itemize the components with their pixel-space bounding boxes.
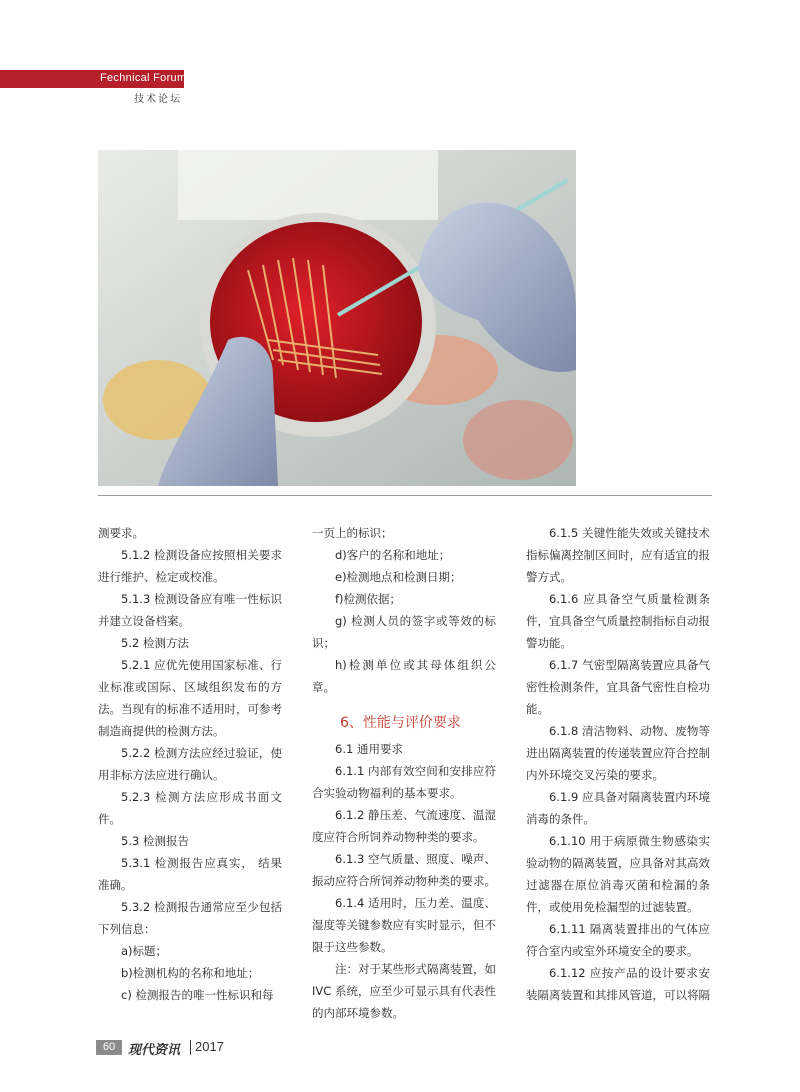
paragraph: f)检测依据； [335,592,402,606]
text-column-3 [526,522,710,1006]
paragraph: 6.1.6 应具备空气质量检测条件，宜具备空气质量控制指标自动报警功能。 [526,592,710,650]
paragraph: d)客户的名称和地址； [335,548,451,562]
paragraph: 5.2.1 应优先使用国家标准、行业标准或国际、区域组织发布的方法。当现有的标准不适用时，可参考制造商提供的检测方法。 [98,658,282,738]
magazine-name: 现代资讯 [128,1043,181,1058]
paragraph: 5.2 检测方法 [121,636,189,650]
paragraph: 一页上的标识； [312,526,393,540]
paragraph: e)检测地点和检测日期； [335,570,462,584]
section-divider [98,495,712,496]
paragraph: c) 检测报告的唯一性标识和每 [121,988,274,1002]
paragraph: 6.1.11 隔离装置排出的气体应符合室内或室外环境安全的要求。 [526,922,710,958]
paragraph: 6.1.9 应具备对隔离装置内环境消毒的条件。 [526,790,710,826]
section-heading: 6、性能与评价要求 [340,715,461,731]
paragraph: 5.2.3 检测方法应形成书面文件。 [98,790,282,826]
footer-separator [190,1040,191,1055]
header-chinese-title: 技术论坛 [134,94,182,105]
paragraph: a)标题； [121,944,168,958]
petri-dish-photo [98,150,576,486]
paragraph: 6.1.2 静压差、气流速度、温湿度应符合所饲养动物种类的要求。 [312,808,496,844]
paragraph: 6.1.5 关键性能失效或关键技术指标偏离控制区间时，应有适宜的报警方式。 [526,526,710,584]
paragraph: 5.1.2 检测设备应按照相关要求进行维护、检定或校准。 [98,548,282,584]
paragraph: 5.3.2 检测报告通常应至少包括下列信息： [98,900,282,936]
issue-year: 2017 [195,1039,224,1054]
paragraph: 6.1.1 内部有效空间和安排应符合实验动物福利的基本要求。 [312,764,496,800]
text-column-1 [98,522,282,1006]
paragraph: 6.1.7 气密型隔离装置应具备气密性检测条件，宜具备气密性自检功能。 [526,658,710,716]
paragraph: 测要求。 [98,526,144,540]
paragraph: 5.1.3 检测设备应有唯一性标识并建立设备档案。 [98,592,282,628]
paragraph: 6.1 通用要求 [335,742,403,756]
paragraph: 6.1.12 应按产品的设计要求安装隔离装置和其排风管道，可以将隔 [526,966,710,1002]
paragraph: g) 检测人员的签字或等效的标识； [312,614,496,650]
paragraph: 5.3 检测报告 [121,834,189,848]
paragraph: 6.1.3 空气质量、照度、噪声、振动应符合所饲养动物种类的要求。 [312,852,496,888]
paragraph: 6.1.4 适用时，压力差、温度、湿度等关键参数应有实时显示，但不限于这些参数。 [312,896,496,954]
page-number: 60 [96,1040,122,1055]
paragraph: 6.1.10 用于病原微生物感染实验动物的隔离装置，应具备对其高效过滤器在原位消毒灭菌和检漏的条件，或使用免检漏型的过滤装置。 [526,834,710,914]
petri-dish-lab-photo-icon [98,150,576,486]
paragraph: h)检测单位或其母体组织公章。 [312,658,496,694]
paragraph: 注：对于某些形式隔离装置，如IVC 系统，应至少可显示具有代表性的内部环境参数。 [312,962,496,1020]
text-column-2 [312,522,496,1024]
paragraph: 6.1.8 清洁物料、动物、废物等进出隔离装置的传递装置应符合控制内外环境交叉污染的要求。 [526,724,710,782]
paragraph: b)检测机构的名称和地址； [121,966,260,980]
header-english-title: Fechnical Forum [100,72,187,84]
paragraph: 5.2.2 检测方法应经过验证，使用非标方法应进行确认。 [98,746,282,782]
paragraph: 5.3.1 检测报告应真实， 结果准确。 [98,856,282,892]
